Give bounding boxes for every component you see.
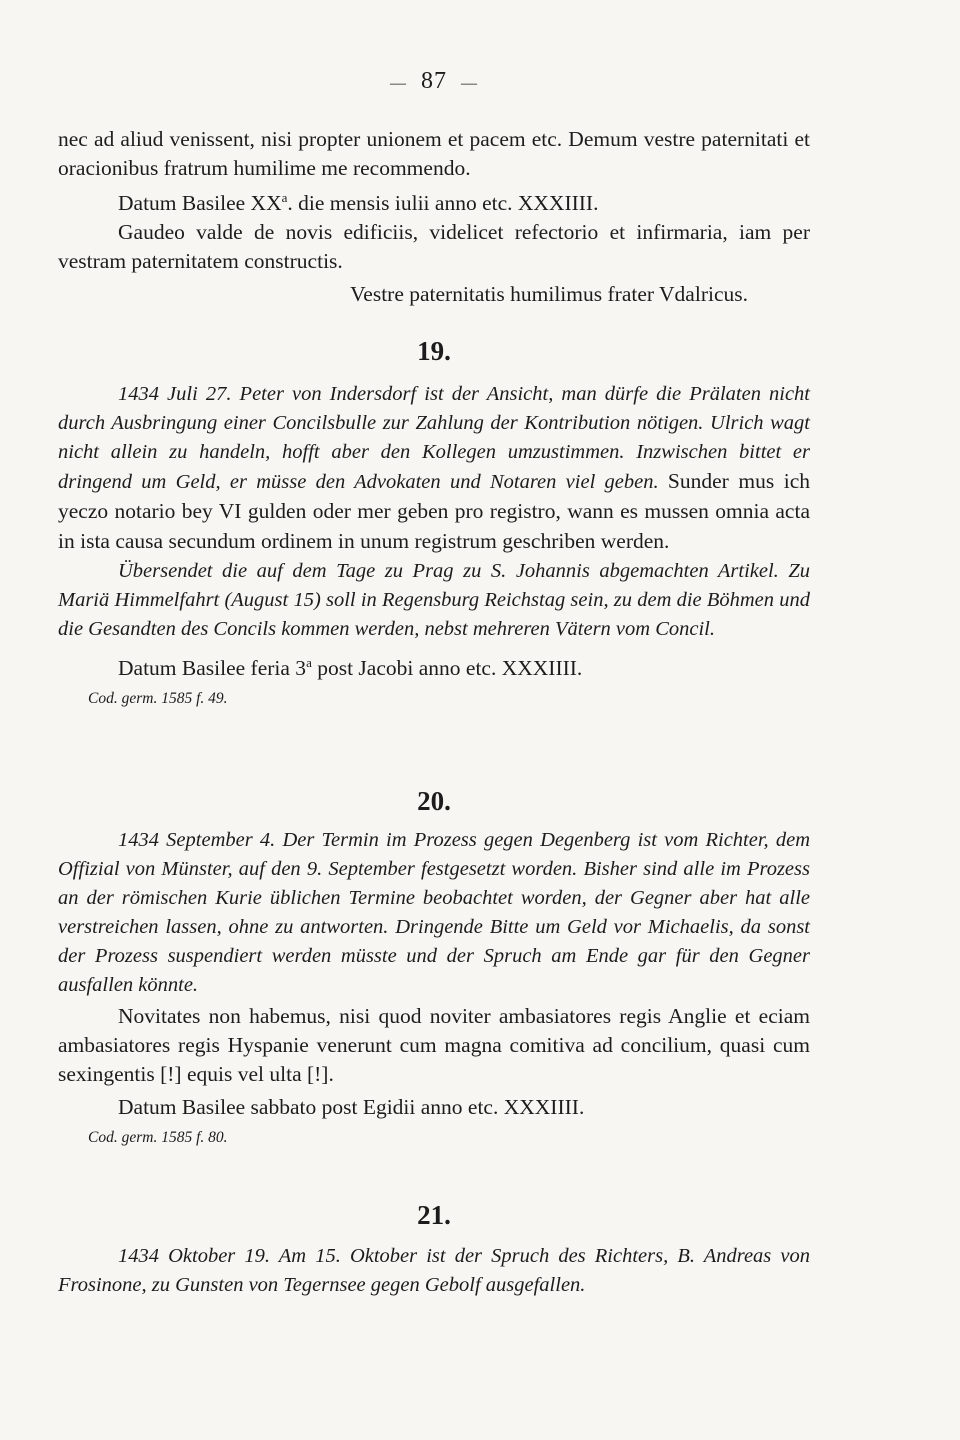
section-19-summary-2: Übersendet die auf dem Tage zu Prag zu S. Johannis abgemachten Artikel. Zu Mariä Himmelfahrt (August 15) soll in Regensburg Reichstag sein, zu dem die Böhmen und die Gesandten des Concils kommen werden, nebst mehreren Vätern vom Concil. xyxy=(58,560,810,640)
section-20-number: 20. xyxy=(417,786,451,816)
section-19-summary: 1434 Juli 27. Peter von Indersdorf ist der Ansicht, man dürfe die Prälaten nicht durch Ausbringung einer Concilsbulle zur Zahlung der Kontribution nötigen. Ulrich wagt nicht allein zu handeln, hofft aber den Kollegen umzustimmen. Inzwischen bittet er dringend um Geld, er müsse den Advokaten und Notaren viel geben. Sunder mus ich yeczo notario bey VI gulden oder mer geben pro registro, wann es mussen omnia acta in ista causa secundum ordinem in unum registrum geschriben werden. xyxy=(58,383,810,553)
section-21-summary: 1434 Oktober 19. Am 15. Oktober ist der Spruch des Richters, B. Andreas von Frosinone, zu Gunsten von Tegernsee gegen Gebolf ausgefallen. xyxy=(58,1245,810,1296)
previous-letter-text: nec ad aliud venissent, nisi propter unionem et pacem etc. Demum vestre paternitati et oracionibus fratrum humilime me recommendo. xyxy=(58,127,810,180)
section-19-number: 19. xyxy=(417,336,451,366)
previous-letter-date: Datum Basilee $XX^a$. die mensis iulii anno etc. XXXIIII. xyxy=(118,190,599,216)
previous-letter-postscript: Gaudeo valde de novis edificiis, videlicet refectorio et infirmaria, iam per vestram paternitatem constructis. xyxy=(58,220,810,274)
section-20-date: Datum Basilee sabbato post Egidii anno etc. XXXIIII. xyxy=(118,1095,585,1119)
section-21-number: 21. xyxy=(417,1200,451,1230)
page-number-header xyxy=(58,68,810,95)
previous-letter-signature: Vestre paternitatis humilimus frater Vdalricus. xyxy=(350,282,748,307)
section-19-source: Cod. germ. 1585 f. 49. xyxy=(88,690,228,708)
page-number: 87 xyxy=(421,68,447,94)
section-20 xyxy=(58,826,810,1148)
section-19-text: Sunder mus ich yeczo notario bey VI gulden oder mer geben pro registro, wann es mussen omnia acta in ista causa secundum ordinem in unum registrum geschriben werden. xyxy=(58,469,810,553)
previous-letter-ending xyxy=(58,125,810,309)
section-19 xyxy=(58,380,810,709)
section-19-date: Datum Basilee feria 3$^a$ post Jacobi anno etc. XXXIIII. xyxy=(118,655,583,681)
section-20-source: Cod. germ. 1585 f. 80. xyxy=(88,1129,228,1146)
section-21 xyxy=(58,1242,810,1300)
section-20-summary: 1434 September 4. Der Termin im Prozess gegen Degenberg ist vom Richter, dem Offizial von Münster, auf den 9. September festgesetzt worden. Bisher sind alle im Prozess an der römischen Kurie üblichen Termine beobachtet worden, der Gegner aber hat alle verstreichen lassen, ohne zu antworten. Dringende Bitte um Geld vor Michaelis, da sonst der Prozess suspendiert werden müsste und der Spruch am Ende gar für den Gegner ausfallen könnte. xyxy=(58,829,810,996)
section-20-text: Novitates non habemus, nisi quod noviter ambasiatores regis Anglie et eciam ambasiatores regis Hyspanie venerunt cum magna comitiva ad concilium, quasi cum sexingentis [!] equis vel ulta [!]. xyxy=(58,1004,810,1086)
page-number-dash-right: — xyxy=(461,75,478,92)
page-number-dash-left: — xyxy=(390,75,407,92)
